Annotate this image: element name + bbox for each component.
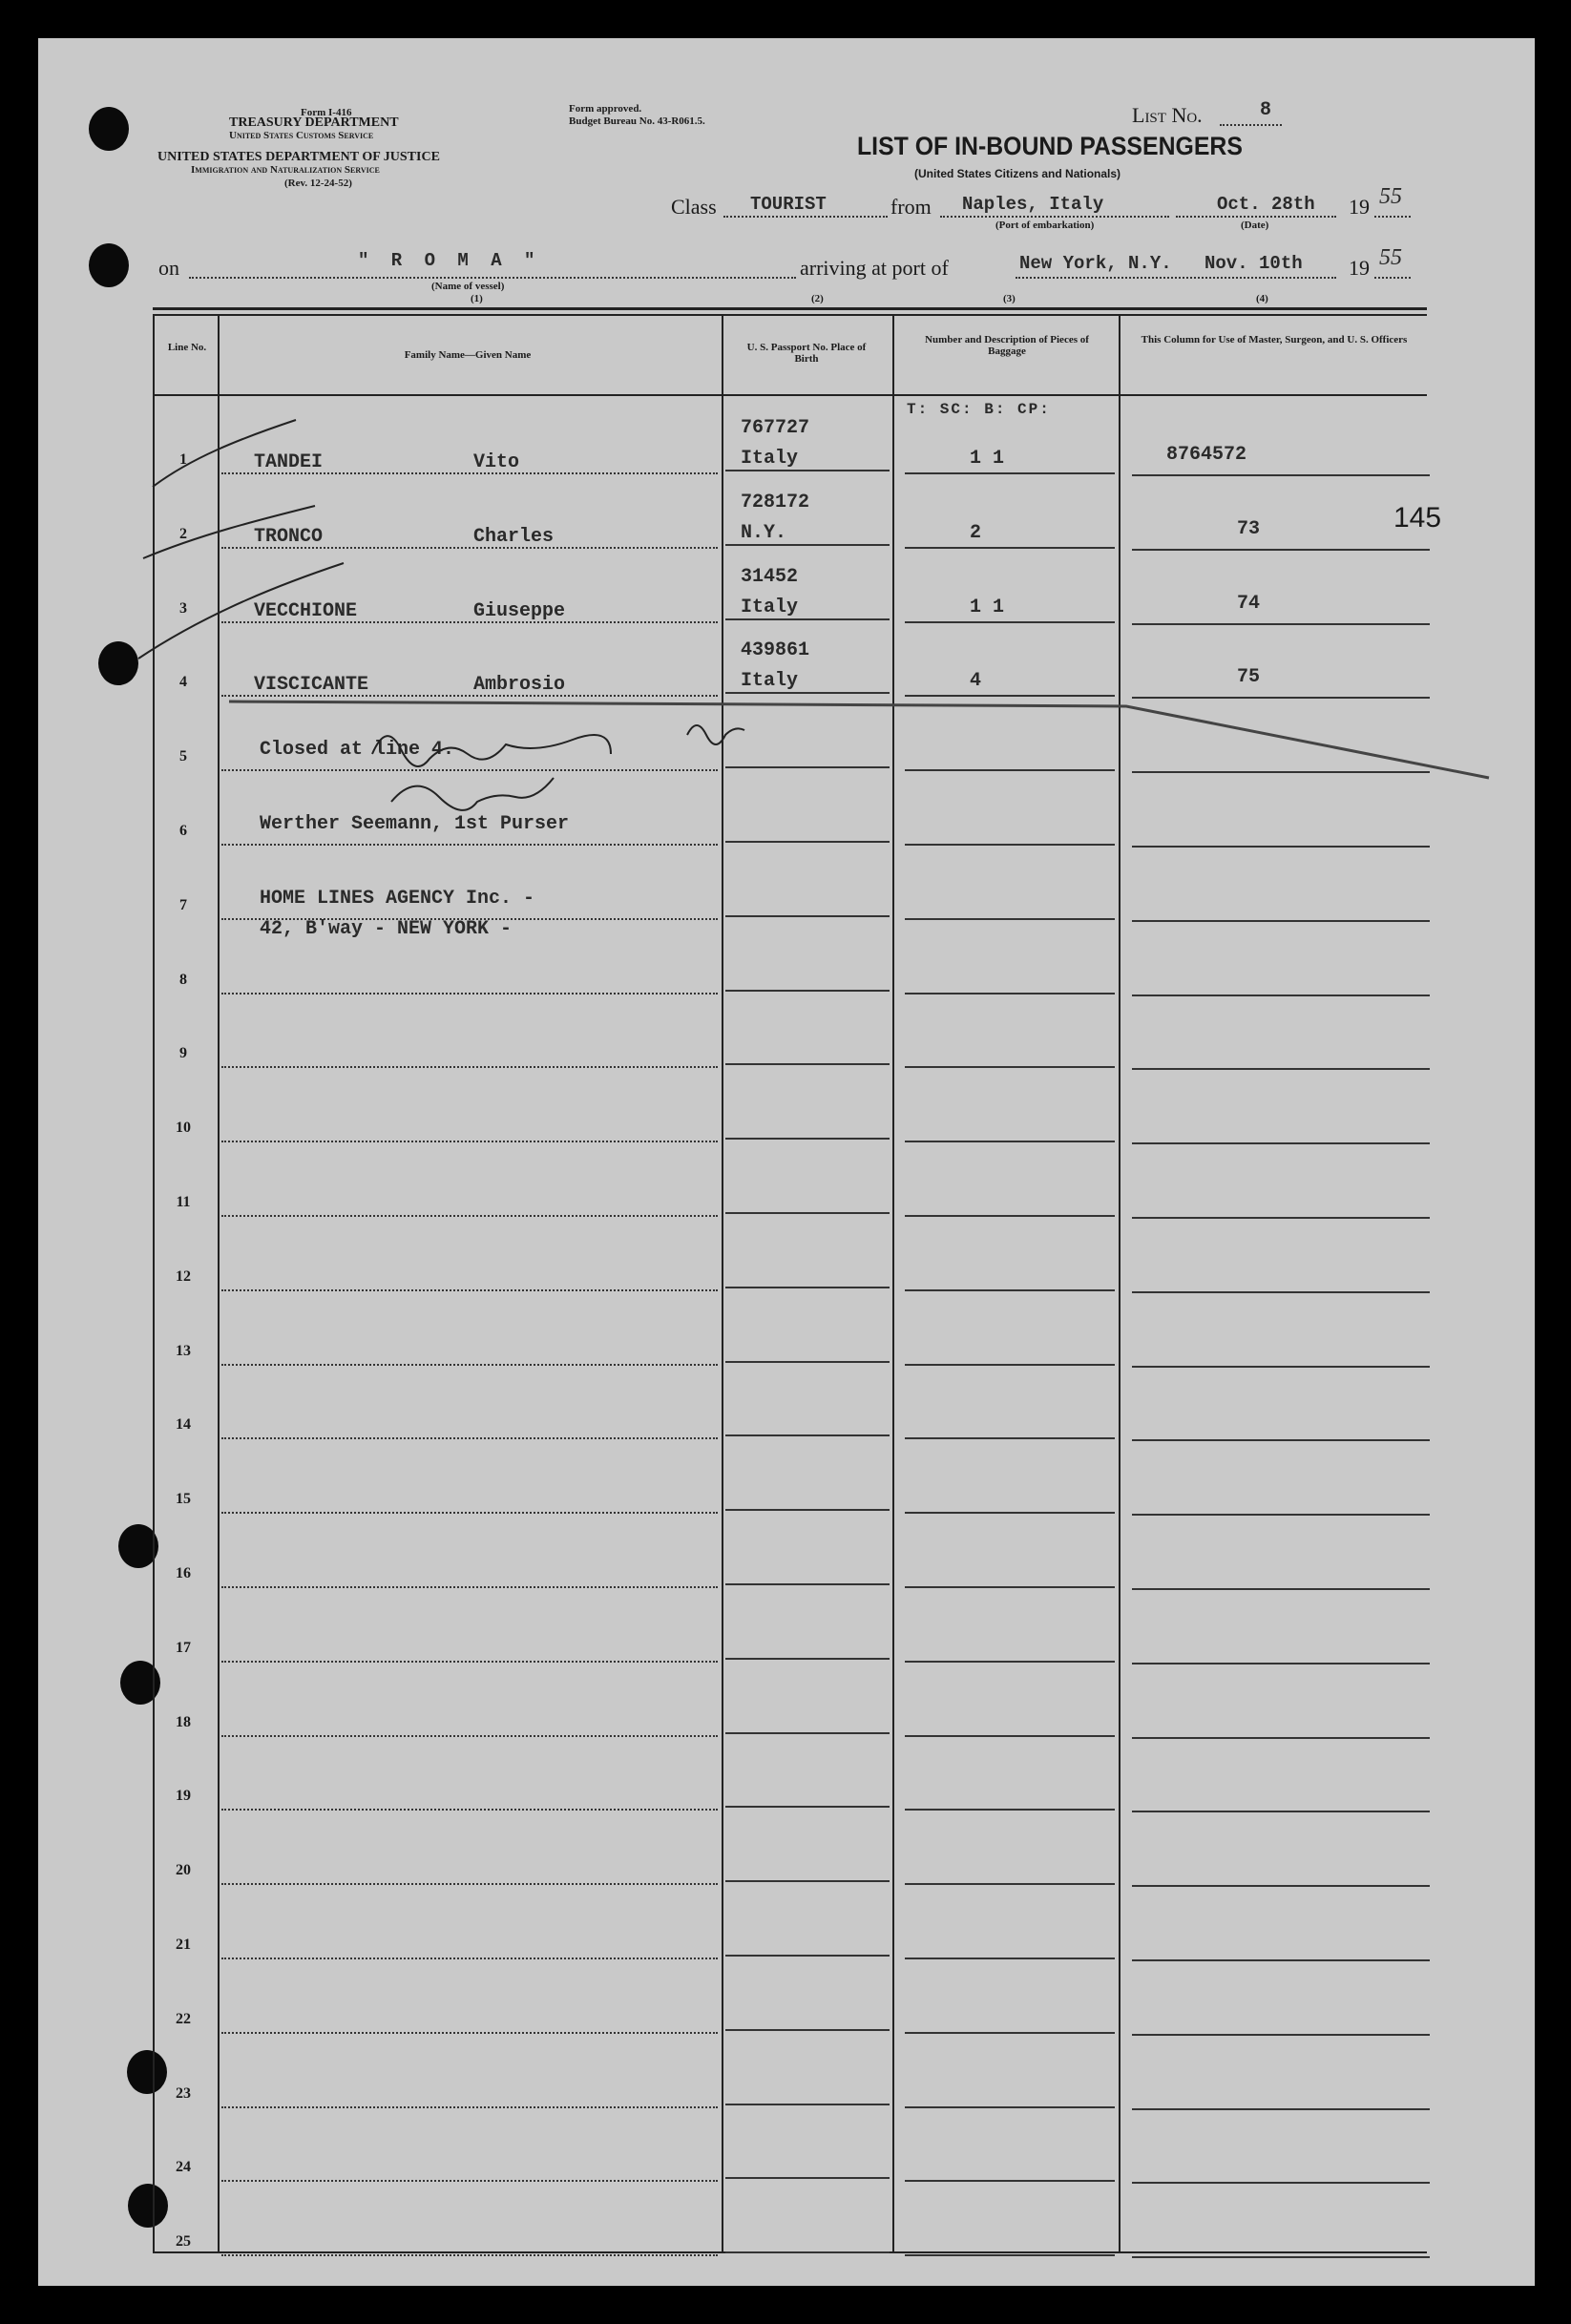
col2-number: (2) [811, 293, 824, 304]
line-number: 22 [176, 2011, 191, 2027]
line-number: 7 [179, 897, 187, 913]
line-number: 15 [176, 1491, 191, 1507]
vessel-name: " R O M A " [358, 250, 541, 271]
budget-bureau: Budget Bureau No. 43-R061.5. [569, 115, 705, 127]
line-number: 20 [176, 1862, 191, 1878]
baggage-subheader: T: SC: B: CP: [907, 401, 1051, 418]
place-of-birth: N.Y. [741, 522, 787, 544]
on-label: on [158, 256, 179, 280]
passport-number: 31452 [741, 566, 799, 588]
from-label: from [890, 195, 932, 219]
given-name: Charles [473, 526, 555, 548]
col4-number: (4) [1256, 293, 1268, 304]
family-name: VECCHIONE [254, 600, 358, 622]
page-title: LIST OF IN-BOUND PASSENGERS [857, 132, 1243, 160]
arrival-date-value: Nov. 10th [1204, 253, 1303, 274]
family-name: VISCICANTE [254, 674, 369, 696]
line-number: 8 [179, 972, 187, 988]
passport-number: 439861 [741, 639, 810, 661]
line-number: 2 [179, 526, 187, 542]
place-of-birth: Italy [741, 670, 799, 692]
place-of-birth: Italy [741, 597, 799, 618]
line-number: 23 [176, 2085, 191, 2102]
line-number: 16 [176, 1565, 191, 1581]
family-name: TRONCO [254, 526, 324, 548]
class-value: TOURIST [750, 194, 827, 215]
revision-date: (Rev. 12-24-52) [284, 178, 352, 189]
justice-department: UNITED STATES DEPARTMENT OF JUSTICE [157, 150, 440, 164]
given-name: Vito [473, 451, 520, 473]
port-embarkation-caption: (Port of embarkation) [995, 220, 1095, 231]
given-name: Giuseppe [473, 600, 566, 622]
line-number: 13 [176, 1343, 191, 1359]
line-number: 19 [176, 1788, 191, 1804]
line-number: 24 [176, 2159, 191, 2175]
arrival-port-value: New York, N.Y. [1019, 253, 1172, 274]
baggage-count: 4 [970, 670, 982, 692]
date-caption: (Date) [1241, 220, 1269, 231]
year-prefix: 19 [1349, 195, 1370, 219]
line-number: 9 [179, 1045, 187, 1061]
list-no-value: 8 [1260, 99, 1272, 121]
place-of-birth: Italy [741, 448, 799, 470]
officer-note: 75 [1237, 666, 1261, 688]
line-number: 18 [176, 1714, 191, 1730]
class-label: Class [671, 195, 717, 219]
passport-number: 728172 [741, 492, 810, 513]
from-value: Naples, Italy [962, 194, 1104, 215]
line-number: 21 [176, 1937, 191, 1953]
officer-note: 74 [1237, 593, 1261, 615]
treasury-department: TREASURY DEPARTMENT [229, 115, 399, 130]
family-name: TANDEI [254, 451, 324, 473]
officer-note: 8764572 [1166, 444, 1247, 466]
col-header-baggage: Number and Description of Pieces of Baggage [925, 334, 1089, 357]
line-number: 5 [179, 748, 187, 764]
line-number: 6 [179, 823, 187, 839]
page-subtitle: (United States Citizens and Nationals) [914, 167, 1121, 180]
col-header-officers: This Column for Use of Master, Surgeon, and U. S. Officers [1141, 334, 1408, 345]
given-name: Ambrosio [473, 674, 566, 696]
line-number: 12 [176, 1268, 191, 1285]
departure-date-value: Oct. 28th [1217, 194, 1315, 215]
ins-service: Immigration and Naturalization Service [191, 164, 380, 176]
customs-service: United States Customs Service [229, 130, 374, 141]
vessel-caption: (Name of vessel) [431, 281, 505, 292]
line-number: 4 [179, 674, 187, 690]
line-number: 25 [176, 2233, 191, 2250]
officer-note: 73 [1237, 518, 1261, 540]
baggage-count: 1 1 [970, 448, 1005, 470]
line-number: 11 [176, 1194, 191, 1210]
baggage-count: 1 1 [970, 597, 1005, 618]
line-number: 3 [179, 600, 187, 617]
form-approved: Form approved. [569, 103, 642, 115]
year-value: 55 [1379, 184, 1402, 209]
line-number: 1 [179, 451, 187, 468]
col3-number: (3) [1003, 293, 1016, 304]
annotation-text: Werther Seemann, 1st Purser [260, 813, 570, 835]
baggage-count: 2 [970, 522, 982, 544]
passport-number: 767727 [741, 417, 810, 439]
col-header-name: Family Name—Given Name [404, 349, 532, 361]
col1-number: (1) [471, 293, 483, 304]
line-number: 10 [176, 1120, 191, 1136]
col-header-line-no: Line No. [167, 342, 207, 353]
year2-value: 55 [1379, 245, 1402, 270]
list-no-label: List No. [1132, 103, 1203, 127]
col-header-passport: U. S. Passport No. Place of Birth [746, 342, 867, 365]
year2-prefix: 19 [1349, 256, 1370, 280]
annotation-text: HOME LINES AGENCY Inc. - [260, 888, 535, 910]
annotation-text: Closed at line 4. [260, 739, 455, 761]
form-number: Form I-416 [301, 107, 352, 118]
line-number: 14 [176, 1416, 191, 1433]
margin-note: 145 [1393, 502, 1442, 534]
line-number: 17 [176, 1640, 191, 1656]
annotation-text: 42, B'way - NEW YORK - [260, 918, 513, 940]
arriving-label: arriving at port of [800, 256, 949, 280]
